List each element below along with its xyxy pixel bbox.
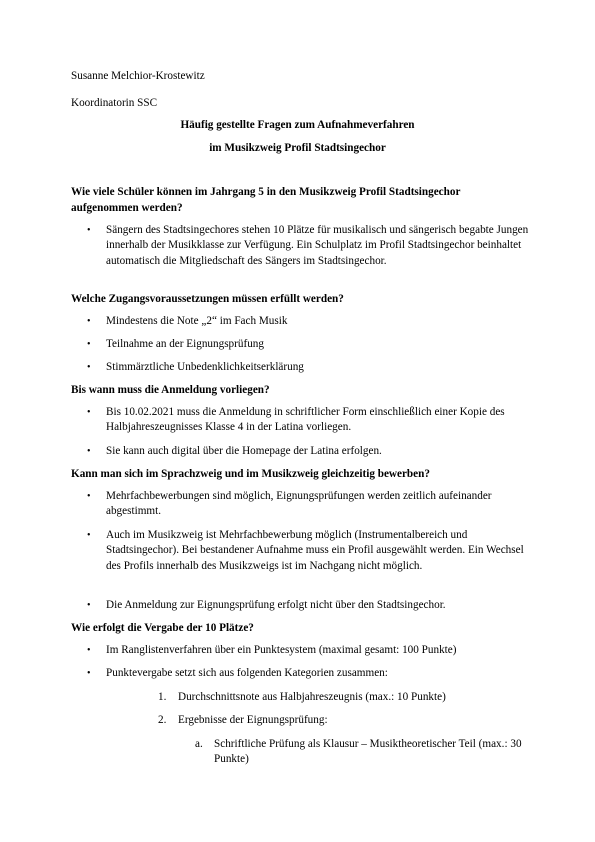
- author-name: Susanne Melchior-Krostewitz: [71, 70, 205, 82]
- bullet-icon: •: [87, 600, 91, 611]
- numbered-item-2: Ergebnisse der Eignungsprüfung:: [178, 714, 328, 726]
- document-title-line1: Häufig gestellte Fragen zum Aufnahmeverfahren: [180, 119, 415, 131]
- bullet-icon: •: [87, 668, 91, 679]
- author-role: Koordinatorin SSC: [71, 97, 158, 109]
- document-title-line2: im Musikzweig Profil Stadtsingechor: [209, 142, 386, 154]
- answer-bullet-3-2: Sie kann auch digital über die Homepage der Latina erfolgen.: [106, 445, 382, 457]
- lettered-item-a: Schriftliche Prüfung als Klausur – Musiktheoretischer Teil (max.: 30 Punkte): [214, 738, 522, 766]
- numbered-item-1: Durchschnittsnote aus Halbjahreszeugnis (max.: 10 Punkte): [178, 691, 446, 703]
- bullet-icon: •: [87, 407, 91, 418]
- answer-bullet-4-3: Die Anmeldung zur Eignungsprüfung erfolgt nicht über den Stadtsingechor.: [106, 599, 446, 611]
- answer-bullet-4-1: Mehrfachbewerbungen sind möglich, Eignungsprüfungen werden zeitlich aufeinander abgestimmt.: [106, 490, 492, 518]
- answer-bullet-2-2: Teilnahme an der Eignungsprüfung: [106, 338, 264, 350]
- answer-bullet-2-3: Stimmärztliche Unbedenklichkeitserklärung: [106, 361, 304, 373]
- bullet-icon: •: [87, 645, 91, 656]
- answer-bullet-4-2: Auch im Musikzweig ist Mehrfachbewerbung möglich (Instrumentalbereich und Stadtsingechor). Bei bestandener Aufnahme muss ein Profil ausgewählt werden. Ein Wechsel des Profils innerhalb des Musikzweigs ist im Nachgang nicht möglich.: [106, 529, 524, 572]
- question-heading-3: Bis wann muss die Anmeldung vorliegen?: [71, 384, 270, 396]
- question-heading-4: Kann man sich im Sprachzweig und im Musikzweig gleichzeitig bewerben?: [71, 468, 430, 480]
- bullet-icon: •: [87, 339, 91, 350]
- lettered-marker-a: a.: [195, 738, 203, 750]
- question-heading-2: Welche Zugangsvoraussetzungen müssen erfüllt werden?: [71, 293, 344, 305]
- answer-bullet-5-2: Punktevergabe setzt sich aus folgenden Kategorien zusammen:: [106, 667, 388, 679]
- bullet-icon: •: [87, 225, 91, 236]
- bullet-icon: •: [87, 530, 91, 541]
- answer-bullet-5-1: Im Ranglistenverfahren über ein Punktesystem (maximal gesamt: 100 Punkte): [106, 644, 457, 656]
- answer-bullet-3-1: Bis 10.02.2021 muss die Anmeldung in schriftlicher Form einschließlich einer Kopie des Halbjahreszeugnisses Klasse 4 in der Latina vorliegen.: [106, 406, 505, 434]
- question-heading-1a: Wie viele Schüler können im Jahrgang 5 in den Musikzweig Profil Stadtsingechor: [71, 186, 461, 198]
- question-heading-5: Wie erfolgt die Vergabe der 10 Plätze?: [71, 622, 254, 634]
- numbered-marker-1: 1.: [158, 691, 167, 703]
- bullet-icon: •: [87, 362, 91, 373]
- numbered-marker-2: 2.: [158, 714, 167, 726]
- bullet-icon: •: [87, 491, 91, 502]
- question-heading-1b: aufgenommen werden?: [71, 202, 183, 214]
- bullet-icon: •: [87, 446, 91, 457]
- bullet-icon: •: [87, 316, 91, 327]
- answer-bullet-1-1: Sängern des Stadtsingechores stehen 10 Plätze für musikalisch und sängerisch begabte Jungen innerhalb der Musikklasse zur Verfügung. Ein Schulplatz im Profil Stadtsingechor beinhaltet automatisch die Mitgliedschaft des Sängers im Stadtsingechor.: [106, 224, 529, 267]
- answer-bullet-2-1: Mindestens die Note „2“ im Fach Musik: [106, 315, 288, 327]
